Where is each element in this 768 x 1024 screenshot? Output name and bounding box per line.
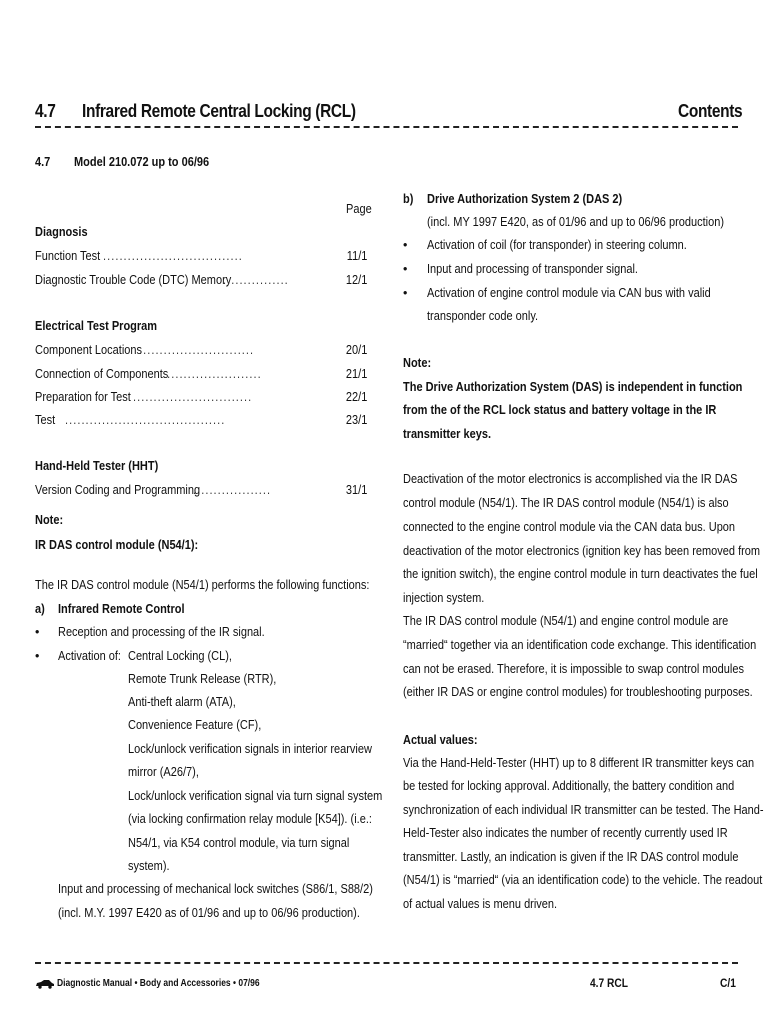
footer-rule [35, 962, 738, 964]
paragraph-line: deactivation of the motor electronics (ignition key has been removed from [403, 544, 761, 558]
paragraph-line: Deactivation of the motor electronics is accomplished via the IR DAS [403, 472, 738, 486]
toc-item-label: Function Test [35, 249, 101, 263]
activation-prefix: Activation of: [58, 649, 121, 663]
bullet-dot: • [35, 649, 40, 663]
toc-item-page: 31/1 [345, 483, 367, 497]
paragraph-line: “married“ together via an identification code exchange. This identification [403, 638, 757, 652]
item-a-title: Infrared Remote Control [58, 602, 185, 616]
toc-page-heading: Page [346, 202, 372, 216]
paragraph-line: connected to the engine control module via the CAN data bus. Upon [403, 520, 736, 534]
toc-item-component-locations[interactable] [35, 343, 367, 365]
right-note-line: The Drive Authorization System (DAS) is independent in function [403, 380, 743, 394]
das-bullet-line: Input and processing of transponder signal. [427, 262, 638, 276]
bullet-dot: • [35, 625, 40, 639]
paragraph-line: Via the Hand-Held-Tester (HHT) up to 8 different IR transmitter keys can [403, 756, 755, 770]
leader-dots: ....................................... [65, 413, 226, 427]
activation-line: Central Locking (CL), [128, 649, 232, 663]
right-note-line: transmitter keys. [403, 427, 492, 441]
toc-item-page: 22/1 [345, 390, 367, 404]
toc-heading-electrical: Electrical Test Program [35, 319, 158, 333]
footer-section: 4.7 RCL [590, 976, 628, 990]
mechanical-switch-line: (incl. M.Y. 1997 E420 as of 01/96 and up to 06/96 production). [58, 906, 360, 920]
bullet-dot: • [403, 262, 408, 276]
toc-item-label: Preparation for Test [35, 390, 131, 404]
toc-item-connection[interactable] [35, 367, 367, 389]
paragraph-line: synchronization of each individual IR transmitter can be tested. The Hand- [403, 803, 764, 817]
left-note-label: Note: [35, 513, 64, 527]
activation-line: Convenience Feature (CF), [128, 718, 262, 732]
ir-reception-line: Reception and processing of the IR signal. [58, 625, 265, 639]
toc-item-page: 12/1 [345, 273, 367, 287]
toc-item-function-test[interactable] [35, 249, 367, 271]
paragraph-line: (N54/1) is “married“ (via an identification code) to the vehicle. The readout [403, 873, 763, 887]
activation-line: N54/1, via K54 control module, via turn signal [128, 836, 350, 850]
paragraph-line: the ignition switch), the engine control module in turn deactivates the fuel [403, 567, 758, 581]
header-rule [35, 126, 738, 128]
toc-heading-diagnosis: Diagnosis [35, 225, 88, 239]
item-a-marker: a) [35, 602, 45, 616]
item-b-subtitle: (incl. MY 1997 E420, as of 01/96 and up to 06/96 production) [427, 215, 724, 229]
leader-dots: ................... [193, 483, 272, 497]
das-bullet-line: Activation of coil (for transponder) in steering column. [427, 238, 687, 252]
activation-line: system). [128, 859, 170, 873]
leader-dots: .................................. [103, 249, 243, 263]
toc-item-page: 11/1 [346, 249, 367, 263]
car-icon [35, 979, 55, 989]
toc-item-label: Version Coding and Programming [35, 483, 201, 497]
das-bullet-line: transponder code only. [427, 309, 539, 323]
toc-item-page: 20/1 [345, 343, 367, 357]
left-note-title: IR DAS control module (N54/1): [35, 538, 199, 552]
activation-line: (via locking confirmation relay module [K54]). (i.e.: [128, 812, 372, 826]
toc-item-version-coding[interactable] [35, 483, 367, 505]
model-label: Model 210.072 up to 06/96 [74, 155, 210, 169]
paragraph-line: be tested for locking approval. Additionally, the battery condition and [403, 779, 735, 793]
bullet-dot: • [403, 286, 408, 300]
functions-intro: The IR DAS control module (N54/1) performs the following functions: [35, 578, 370, 592]
actual-values-title: Actual values: [403, 733, 478, 747]
paragraph-line: Held-Tester also indicates the number of recently currently used IR [403, 826, 728, 840]
toc-item-label: Connection of Components [35, 367, 169, 381]
section-number: 4.7 [35, 101, 56, 121]
bullet-dot: • [403, 238, 408, 252]
toc-item-label: Test [35, 413, 56, 427]
footer-manual-title: Diagnostic Manual • Body and Accessories • 07/96 [57, 978, 260, 989]
activation-line: Lock/unlock verification signal via turn signal system [128, 789, 383, 803]
paragraph-line: can not be erased. Therefore, it is impossible to swap control modules [403, 662, 744, 676]
item-b-marker: b) [403, 192, 414, 206]
contents-label: Contents [678, 101, 743, 121]
activation-line: Remote Trunk Release (RTR), [128, 672, 277, 686]
toc-item-label: Diagnostic Trouble Code (DTC) Memory [35, 273, 232, 287]
paragraph-line: The IR DAS control module (N54/1) and engine control module are [403, 614, 729, 628]
item-b-title: Drive Authorization System 2 (DAS 2) [427, 192, 623, 206]
leader-dots: ............................. [133, 390, 253, 404]
paragraph-line: (either IR DAS or engine control modules) for troubleshooting purposes. [403, 685, 753, 699]
activation-line: Anti-theft alarm (ATA), [128, 695, 236, 709]
paragraph-line: of actual values is menu driven. [403, 897, 558, 911]
leader-dots: ............................ [139, 343, 255, 357]
toc-item-preparation[interactable] [35, 390, 367, 412]
paragraph-line: transmitter. Lastly, an indication is given if the IR DAS control module [403, 850, 739, 864]
activation-line: mirror (A26/7), [128, 765, 199, 779]
paragraph-line: control module (N54/1). The IR DAS control module (N54/1) is also [403, 496, 729, 510]
activation-line: Lock/unlock verification signals in interior rearview [128, 742, 372, 756]
toc-item-page: 21/1 [345, 367, 367, 381]
page-title: Infrared Remote Central Locking (RCL) [82, 101, 356, 121]
right-note-label: Note: [403, 356, 432, 370]
toc-item-dtc-memory[interactable] [35, 273, 367, 295]
toc-heading-hht: Hand-Held Tester (HHT) [35, 459, 159, 473]
toc-item-page: 23/1 [345, 413, 367, 427]
mechanical-switch-line: Input and processing of mechanical lock switches (S86/1, S88/2) [58, 882, 373, 896]
das-bullet-line: Activation of engine control module via CAN bus with valid [427, 286, 711, 300]
paragraph-line: injection system. [403, 591, 485, 605]
toc-item-test[interactable] [35, 413, 367, 435]
leader-dots: ........................ [163, 367, 262, 381]
leader-dots: ................ [223, 273, 289, 287]
toc-item-label: Component Locations [35, 343, 143, 357]
model-number: 4.7 [35, 155, 51, 169]
footer-page-number: C/1 [720, 976, 736, 990]
right-note-line: from the of the RCL lock status and battery voltage in the IR [403, 403, 717, 417]
